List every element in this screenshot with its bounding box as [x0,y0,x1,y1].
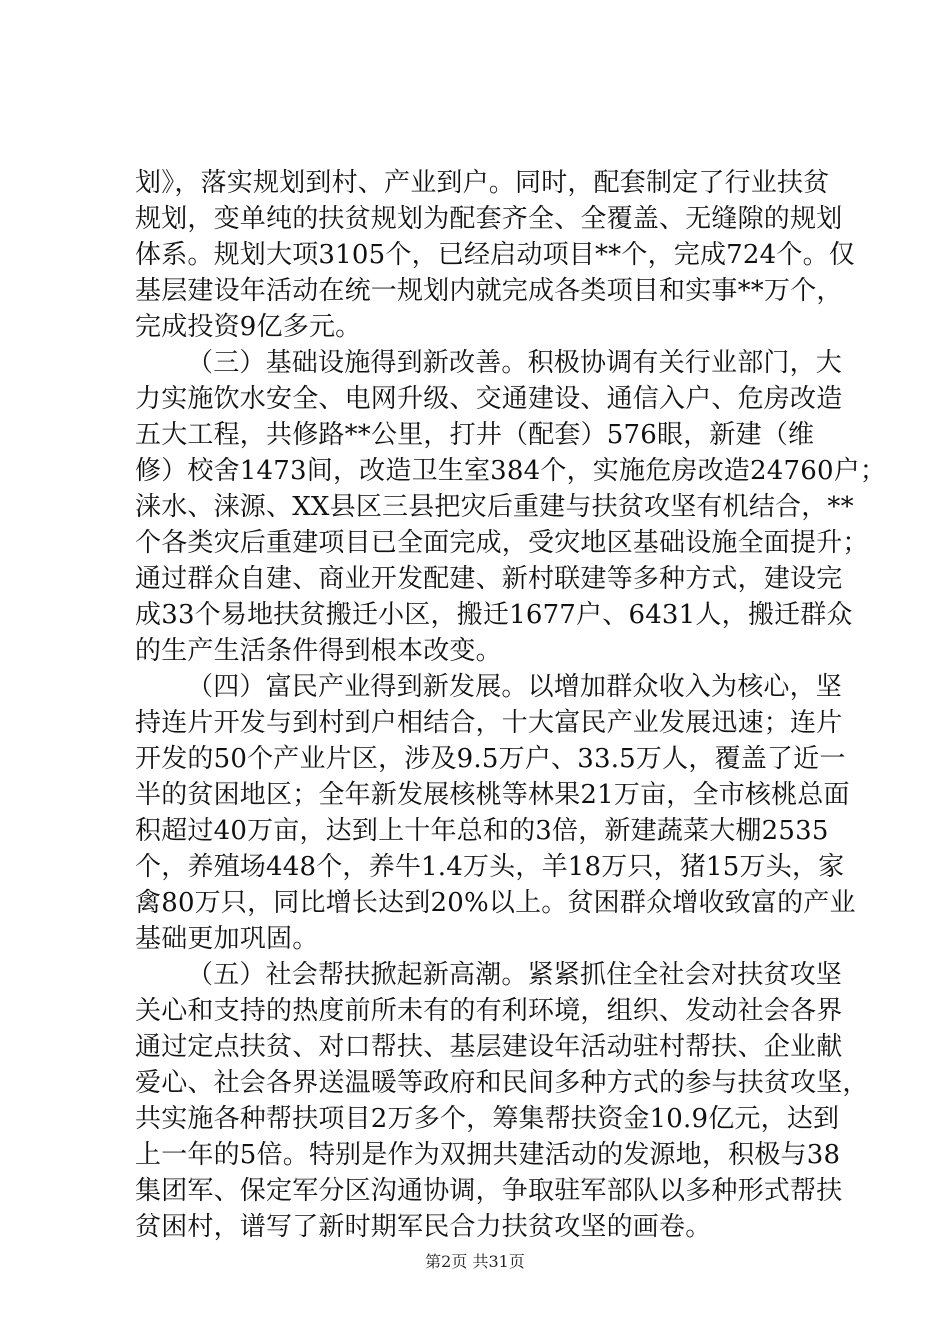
text-line: 集团军、保定军分区沟通协调，争取驻军部队以多种形式帮扶 [135,1176,843,1206]
page-footer: 第2页 共31页 [425,1252,525,1271]
text-line: 共实施各种帮扶项目2万多个，筹集帮扶资金10.9亿元，达到 [135,1104,840,1134]
text-line: 禽80万只，同比增长达到20%以上。贫困群众增收致富的产业 [135,888,856,918]
section-heading-line: （四）富民产业得到新发展。以增加群众收入为核心，坚 [187,672,843,702]
section-heading-line: （五）社会帮扶掀起新高潮。紧紧抓住全社会对扶贫攻坚 [187,960,843,990]
text-line: 基层建设年活动在统一规划内就完成各类项目和实事**万个， [135,276,843,306]
text-line: 积超过40万亩，达到上十年总和的3倍，新建蔬菜大棚2535 [135,816,829,846]
text-line: 规划，变单纯的扶贫规划为配套齐全、全覆盖、无缝隙的规划 [135,204,843,234]
text-line: 划》，落实规划到村、产业到户。同时，配套制定了行业扶贫 [135,168,830,198]
text-line: 半的贫困地区；全年新发展核桃等林果21万亩，全市核桃总面 [135,780,850,810]
text-line: 修）校舍1473间，改造卫生室384个，实施危房改造24760户； [135,456,887,486]
text-line: 涞水、涞源、XX县区三县把灾后重建与扶贫攻坚有机结合，** [135,492,854,522]
text-line: 通过群众自建、商业开发配建、新村联建等多种方式，建设完 [135,564,843,594]
text-line: 五大工程，共修路**公里，打井（配套）576眼，新建（维 [135,420,815,450]
text-line: 力实施饮水安全、电网升级、交通建设、通信入户、危房改造 [135,384,843,414]
text-line: 上一年的5倍。特别是作为双拥共建活动的发源地，积极与38 [135,1140,841,1170]
text-line: 完成投资9亿多元。 [135,312,362,342]
text-line: 贫困村，谱写了新时期军民合力扶贫攻坚的画卷。 [135,1212,712,1242]
text-line: 体系。规划大项3105个，已经启动项目**个，完成724个。仅 [135,240,855,270]
text-line: 成33个易地扶贫搬迁小区，搬迁1677户、6431人，搬迁群众 [135,600,853,630]
text-line: 关心和支持的热度前所未有的有利环境，组织、发动社会各界 [135,996,843,1026]
text-line: 个各类灾后重建项目已全面完成，受灾地区基础设施全面提升； [135,528,869,558]
text-line: 基础更加巩固。 [135,924,319,954]
text-line: 开发的50个产业片区，涉及9.5万户、33.5万人，覆盖了近一 [135,744,846,774]
text-line: 个，养殖场448个，养牛1.4万头，羊18万只，猪15万头，家 [135,852,845,882]
text-line: 的生产生活条件得到根本改变。 [135,636,502,666]
text-line: 通过定点扶贫、对口帮扶、基层建设年活动驻村帮扶、企业献 [135,1032,843,1062]
text-line: 持连片开发与到村到户相结合，十大富民产业发展迅速；连片 [135,708,843,738]
section-heading-line: （三）基础设施得到新改善。积极协调有关行业部门，大 [187,348,843,378]
text-line: 爱心、社会各界送温暖等政府和民间多种方式的参与扶贫攻坚， [135,1068,869,1098]
